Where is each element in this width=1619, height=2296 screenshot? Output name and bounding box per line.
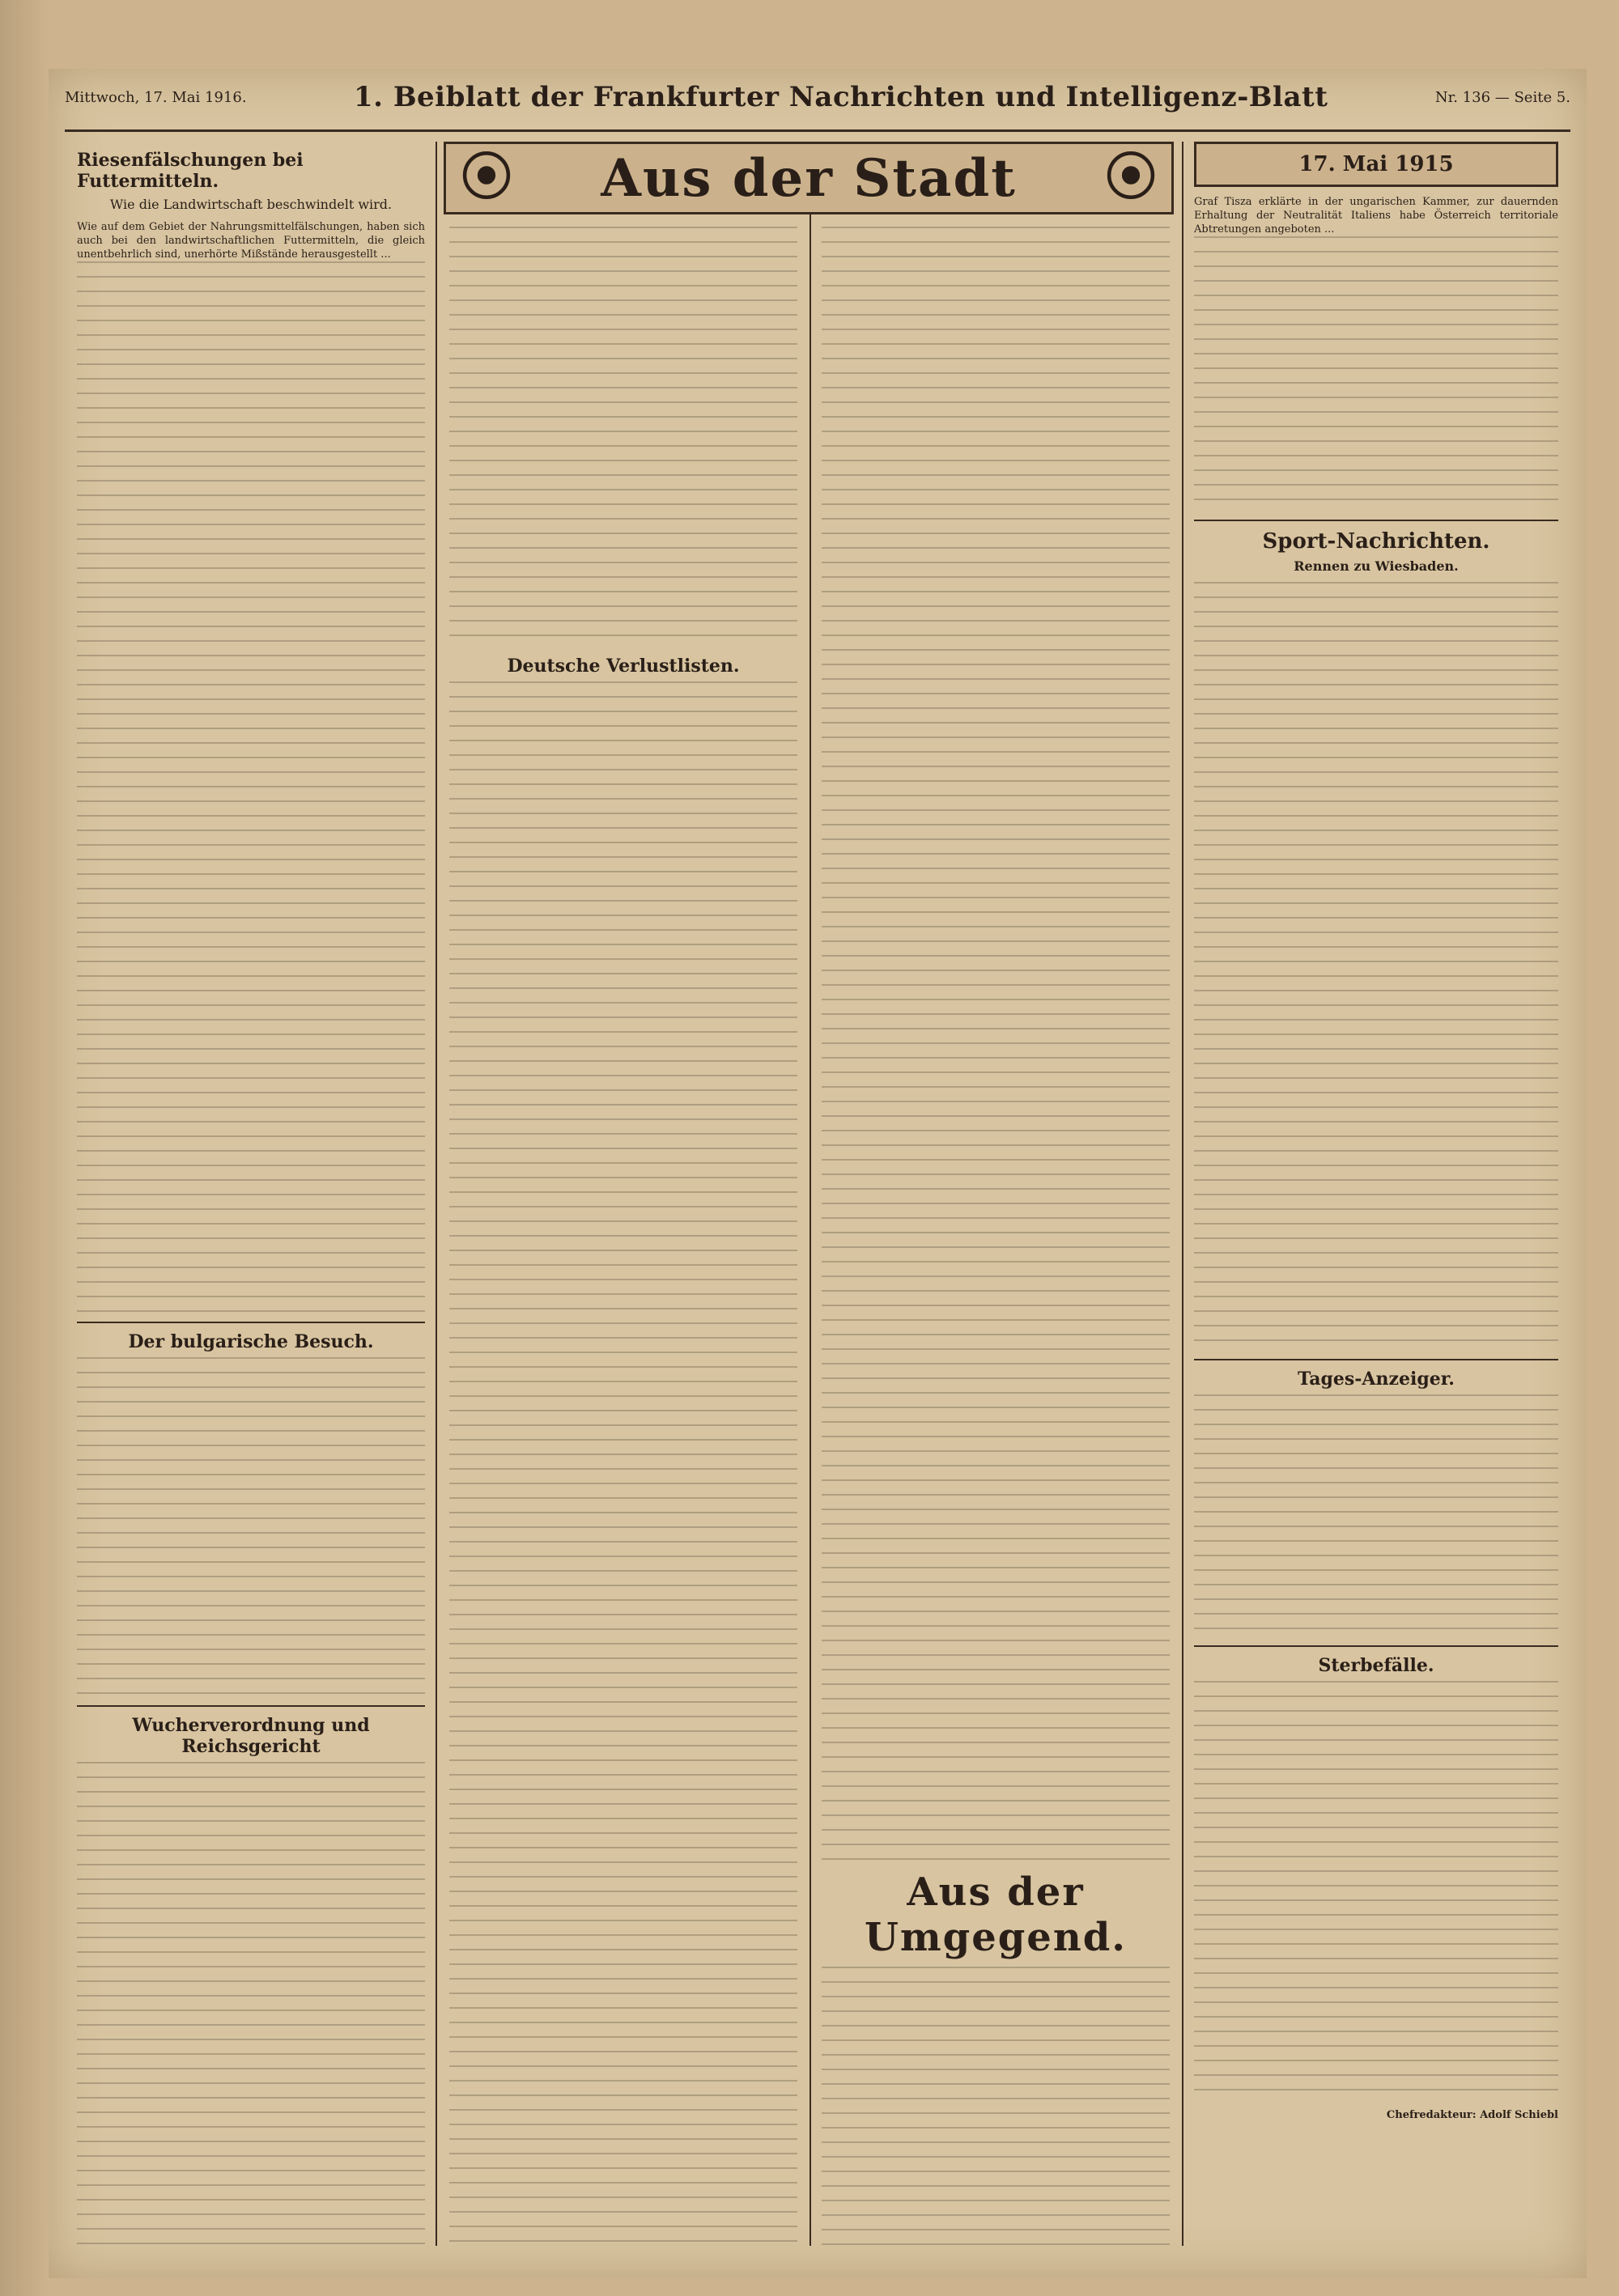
ornament-right-icon: ⦿ xyxy=(1105,147,1157,208)
column-2 xyxy=(449,227,797,2246)
section-title: Aus der Stadt xyxy=(601,147,1017,209)
editor-credit: Chefredakteur: Adolf Schiebl xyxy=(1386,2109,1558,2121)
heading-sterbefaelle: Sterbefälle. xyxy=(1318,1655,1434,1676)
heading-verlustlisten: Deutsche Verlustlisten. xyxy=(507,656,740,677)
divider xyxy=(77,1705,425,1707)
date-box: 17. Mai 1915 xyxy=(1194,142,1558,187)
divider xyxy=(1194,520,1558,521)
text-lines-col3-b xyxy=(822,1967,1170,2246)
subheading-landwirtschaft: Wie die Landwirtschaft beschwindelt wird. xyxy=(109,197,393,212)
divider xyxy=(1194,1359,1558,1360)
text-lines-col2-a xyxy=(449,227,797,647)
column-4 xyxy=(1194,142,1558,2246)
text-lines-col1-b xyxy=(77,1357,425,1697)
heading-riesenfaelschungen: Riesenfälschungen bei Futtermitteln. xyxy=(77,150,304,192)
masthead-rule xyxy=(65,129,1570,132)
text-lines-col4-a xyxy=(1194,236,1558,511)
divider xyxy=(77,1322,425,1323)
heading-wucherverordnung: Wucherverordnung und Reichsgericht xyxy=(132,1715,370,1757)
text-lines-col1-a xyxy=(77,261,425,1314)
masthead xyxy=(65,77,1570,117)
divider xyxy=(1194,1645,1558,1647)
heading-bulgarischer-besuch: Der bulgarische Besuch. xyxy=(128,1331,374,1352)
text-lines-col4-b xyxy=(1194,582,1558,1351)
column-separator-1 xyxy=(436,142,437,2246)
column-3 xyxy=(822,227,1170,2246)
binding-shadow xyxy=(0,0,49,2296)
column-1 xyxy=(77,142,425,2246)
text-lines-col4-c xyxy=(1194,1394,1558,1637)
heading-sport: Sport-Nachrichten. xyxy=(1262,529,1490,554)
masthead-date: Mittwoch, 17. Mai 1916. xyxy=(65,88,247,106)
paragraph-col1-intro: Wie auf dem Gebiet der Nahrungsmittelfälschungen, haben sich auch bei den landwirtschaftlichen Futtermitteln, die gleich unentbehrlich sind, unerhörte Mißstände herausgestellt ... xyxy=(77,221,425,261)
text-lines-col4-d xyxy=(1194,1681,1558,2102)
text-lines-col1-c xyxy=(77,1762,425,2246)
aus-der-stadt-header xyxy=(444,142,1174,214)
heading-umgegend: Aus der Umgegend. xyxy=(864,1869,1128,1960)
subheading-rennen: Rennen zu Wiesbaden. xyxy=(1294,558,1459,574)
text-lines-col3-a xyxy=(822,227,1170,1861)
heading-tagesanzeiger: Tages-Anzeiger. xyxy=(1298,1369,1455,1390)
column-separator-2 xyxy=(810,142,811,2246)
paragraph-col4-intro: Graf Tisza erklärte in der ungarischen Kammer, zur dauernden Erhaltung der Neutralität Italiens habe Österreich territoriale Abtretungen angeboten ... xyxy=(1194,196,1558,236)
text-lines-col2-b xyxy=(449,681,797,2246)
masthead-issue: Nr. 136 — Seite 5. xyxy=(1434,88,1570,106)
ornament-left-icon: ⦿ xyxy=(461,147,512,208)
column-separator-3 xyxy=(1182,142,1183,2246)
masthead-title: 1. Beiblatt der Frankfurter Nachrichten und Intelligenz-Blatt xyxy=(353,81,1328,113)
